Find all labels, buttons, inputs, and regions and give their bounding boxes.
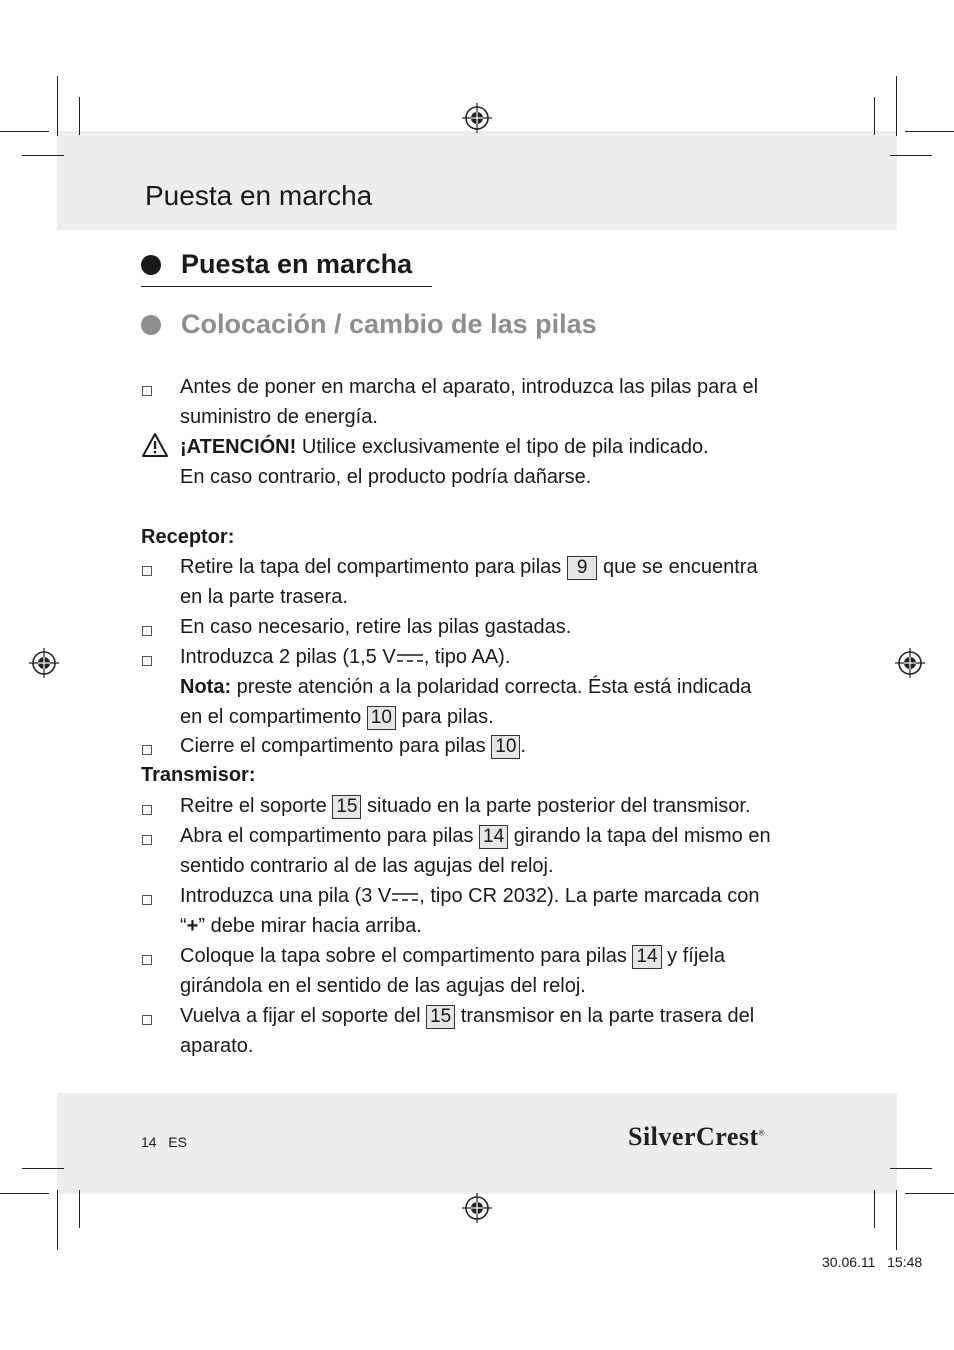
note-line bbox=[180, 672, 751, 702]
item-text: . bbox=[520, 735, 526, 757]
subsection-heading-text: Colocación / cambio de las pilas bbox=[181, 309, 597, 339]
receptor-label: Receptor: bbox=[141, 526, 235, 548]
list-item bbox=[180, 881, 759, 911]
checkbox-bullet-icon bbox=[142, 895, 152, 905]
list-item bbox=[180, 791, 751, 821]
heading-underline bbox=[141, 286, 432, 287]
checkbox-bullet-icon bbox=[142, 386, 152, 396]
part-reference: 14 bbox=[479, 825, 508, 849]
page-header-title: Puesta en marcha bbox=[145, 180, 373, 211]
item-text: transmisor en la parte trasera del bbox=[455, 1005, 755, 1027]
item-text: que se encuentra bbox=[597, 556, 758, 578]
part-reference: 15 bbox=[426, 1005, 455, 1029]
item-text: girando la tapa del mismo en bbox=[508, 825, 771, 847]
list-item-continuation: girándola en el sentido de las agujas del reloj. bbox=[180, 975, 586, 997]
item-text: Retire la tapa del compartimento para pilas bbox=[180, 556, 567, 578]
item-text: ” debe mirar hacia arriba. bbox=[198, 915, 422, 937]
part-reference: 9 bbox=[567, 556, 598, 580]
list-item-continuation: suministro de energía. bbox=[180, 406, 378, 428]
registered-mark: ® bbox=[758, 1128, 766, 1138]
part-reference: 14 bbox=[632, 945, 661, 969]
brand-logo bbox=[628, 1122, 765, 1152]
checkbox-bullet-icon bbox=[142, 1015, 152, 1025]
checkbox-bullet-icon bbox=[142, 955, 152, 965]
dc-voltage-icon bbox=[396, 651, 424, 665]
item-text: Abra el compartimento para pilas bbox=[180, 825, 480, 847]
note-label: Nota: bbox=[180, 676, 232, 698]
dc-voltage-icon bbox=[391, 890, 419, 904]
checkbox-bullet-icon bbox=[142, 745, 152, 755]
page-number-value: 14 bbox=[141, 1134, 157, 1150]
list-item bbox=[180, 1001, 754, 1031]
item-text: y fíjela bbox=[661, 945, 725, 967]
list-item-continuation: sentido contrario al de las agujas del reloj. bbox=[180, 855, 554, 877]
note-text: para pilas. bbox=[395, 706, 494, 728]
list-item bbox=[180, 941, 725, 971]
section-heading bbox=[141, 249, 412, 280]
item-text: Introduzca una pila (3 V bbox=[180, 885, 392, 907]
item-text: “ bbox=[180, 915, 187, 937]
warning-text: Utilice exclusivamente el tipo de pila indicado. bbox=[296, 436, 709, 458]
list-item bbox=[180, 821, 771, 851]
page-number bbox=[141, 1134, 187, 1150]
list-item: Antes de poner en marcha el aparato, introduzca las pilas para el bbox=[180, 376, 759, 398]
checkbox-bullet-icon bbox=[142, 805, 152, 815]
warning-continuation: En caso contrario, el producto podría dañarse. bbox=[180, 466, 592, 488]
part-reference: 10 bbox=[491, 735, 520, 759]
registration-mark-icon bbox=[462, 1193, 492, 1223]
item-text: situado en la parte posterior del transmisor. bbox=[361, 795, 751, 817]
item-text: Cierre el compartimento para pilas bbox=[180, 735, 492, 757]
bullet-dot-icon bbox=[141, 315, 161, 335]
warning-label: ¡ATENCIÓN! bbox=[180, 436, 297, 458]
transmisor-label: Transmisor: bbox=[141, 764, 256, 786]
item-text: Introduzca 2 pilas (1,5 V bbox=[180, 646, 396, 668]
checkbox-bullet-icon bbox=[142, 835, 152, 845]
part-reference: 10 bbox=[367, 706, 396, 730]
note-continuation bbox=[180, 702, 494, 732]
note-text: en el compartimento bbox=[180, 706, 367, 728]
warning-triangle-icon bbox=[141, 432, 169, 458]
plus-sign: + bbox=[186, 915, 199, 937]
item-text: Reitre el soporte bbox=[180, 795, 333, 817]
list-item-continuation: aparato. bbox=[180, 1035, 254, 1057]
warning-line bbox=[180, 432, 709, 462]
language-code: ES bbox=[168, 1134, 187, 1150]
brand-name: SilverCrest bbox=[628, 1122, 759, 1151]
note-text: preste atención a la polaridad correcta. Ésta está indicada bbox=[231, 676, 752, 698]
bullet-dot-icon bbox=[141, 255, 161, 275]
registration-mark-icon bbox=[895, 648, 925, 678]
registration-mark-icon bbox=[29, 648, 59, 678]
checkbox-bullet-icon bbox=[142, 566, 152, 576]
subsection-heading bbox=[141, 309, 597, 340]
list-item-continuation bbox=[180, 911, 422, 941]
list-item-continuation: en la parte trasera. bbox=[180, 586, 348, 608]
checkbox-bullet-icon bbox=[142, 656, 152, 666]
list-item bbox=[180, 642, 510, 672]
section-heading-text: Puesta en marcha bbox=[181, 249, 413, 279]
item-text: , tipo CR 2032). La parte marcada con bbox=[419, 885, 760, 907]
part-reference: 15 bbox=[332, 795, 361, 819]
item-text: , tipo AA). bbox=[423, 646, 511, 668]
list-item bbox=[180, 731, 526, 761]
checkbox-bullet-icon bbox=[142, 626, 152, 636]
print-timestamp: 30.06.11 15:48 bbox=[822, 1254, 923, 1270]
list-item: En caso necesario, retire las pilas gastadas. bbox=[180, 616, 572, 638]
item-text: Vuelva a fijar el soporte del bbox=[180, 1005, 427, 1027]
item-text: Coloque la tapa sobre el compartimento para pilas bbox=[180, 945, 633, 967]
list-item bbox=[180, 552, 758, 582]
registration-mark-icon bbox=[462, 103, 492, 133]
